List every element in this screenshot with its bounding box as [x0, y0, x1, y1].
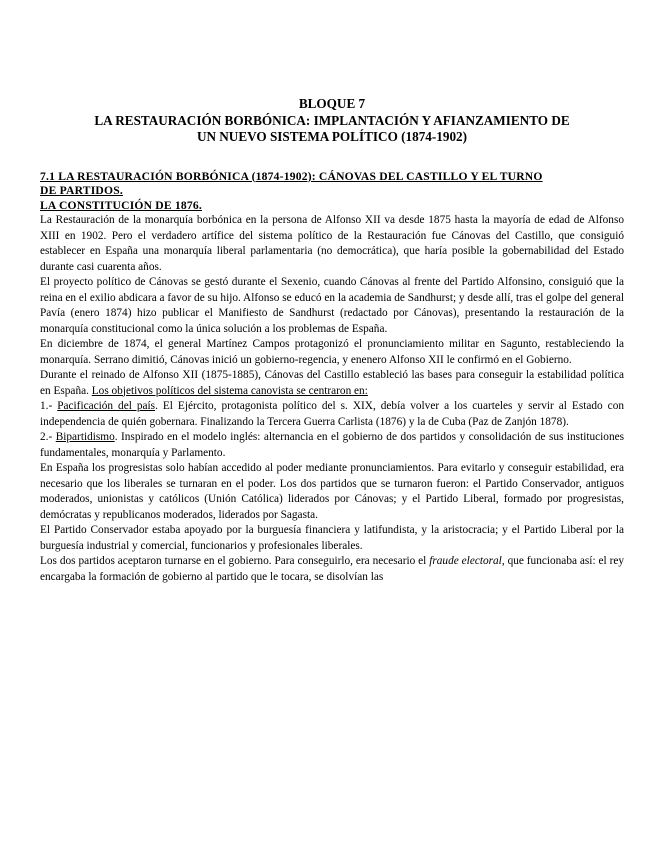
paragraph-pronunciamiento: En diciembre de 1874, el general Martínez Campos protagonizó el pronunciamiento militar en Sagunto, restableciendo la monarquía. Serrano dimitió, Cánovas inició un gobierno-regencia, y enenero Alfonso XII le confirmó en el Gobierno. — [40, 338, 624, 366]
objetivos-underlined: Los objetivos políticos del sistema canovista se centraron en: — [91, 384, 368, 397]
section-heading-line-3: LA CONSTITUCIÓN DE 1876. — [40, 198, 202, 212]
paragraph-partido-conservador: El Partido Conservador estaba apoyado por la burguesía financiera y latifundista, y la aristocracia; y el Partido Liberal por la burguesía industrial y comercial, funcionarios y profesionales liberales. — [40, 524, 624, 552]
title-line-bloque: BLOQUE 7 — [298, 96, 366, 111]
paragraph-proyecto-canovas: El proyecto político de Cánovas se gestó durante el Sexenio, cuando Cánovas al frente del Partido Alfonsino, consiguió que la reina en el exilio abdicara a favor de su hijo. Alfonso se educó en la academia de Sandhurst; y desde allí, tras el golpe del general Pavía (enero 1874) hizo publicar el Manifiesto de Sandhurst (redactado por Cánovas), presentando la restauración de la monarquía constitucional como la única solución a los problemas de España. — [40, 276, 624, 335]
fraude-italic: fraude electoral — [429, 555, 502, 567]
title-line-sub: UN NUEVO SISTEMA POLÍTICO (1874-1902) — [196, 129, 468, 144]
pacificacion-underlined: Pacificación del país — [57, 400, 156, 412]
pacificacion-prefix: 1.- — [40, 400, 58, 412]
paragraph-reinado-text: Durante el reinado de Alfonso XII (1875-1885), Cánovas del Castillo estableció las bases para conseguir la estabilidad política en España. — [40, 369, 624, 397]
section-heading-text — [40, 170, 624, 214]
fraude-text-end: , que funcionaba así: el rey encargaba la formación de gobierno al partido que le tocara, se disolvían las — [40, 555, 624, 583]
fraude-text-start: Los dos partidos aceptaron turnarse en el gobierno. Para conseguirlo, era necesario el — [40, 555, 430, 567]
paragraph-restauracion: La Restauración de la monarquía borbónica en la persona de Alfonso XII va desde 1875 hasta la mayoría de edad de Alfonso XIII en 1902. Pero el verdadero artífice del sistema político de la Restauración fue Cánovas del Castillo, que consiguió establecer en España una monarquía liberal parlamentaria (no democrática), que haría posible la gobernabilidad del Estado durante casi cuarenta años. — [40, 214, 624, 273]
section-heading — [40, 170, 624, 214]
document-title — [40, 96, 624, 146]
bipartidismo-underlined: Bipartidismo — [55, 431, 115, 443]
title-line-main: LA RESTAURACIÓN BORBÓNICA: IMPLANTACIÓN Y AFIANZAMIENTO DE — [94, 112, 570, 128]
paragraph-fraude-electoral — [40, 554, 624, 585]
paragraph-pacificacion — [40, 399, 624, 430]
paragraph-progresistas: En España los progresistas solo habían accedido al poder mediante pronunciamientos. Para evitarlo y conseguir estabilidad, era necesario que los liberales se turnaran en el poder. Los dos partidos que se turnaron fueron: el Partido Conservador, antiguos moderados, unionistas y católicos (Unión Católica) liderados por Cánovas; y el Partido Liberal, formado por progresistas, demócratas y republicanos moderados, liderados por Sagasta. — [40, 462, 624, 521]
paragraph-reinado-alfonso — [40, 368, 624, 399]
pacificacion-text: . El Ejército, protagonista político del s. XIX, debía volver a los cuarteles y servir al Estado con independencia de quién gobernara. Finalizando la Tercera Guerra Carlista (1876) y la de Cuba (Paz de Zanjón 1878). — [40, 400, 624, 428]
document-page — [40, 96, 624, 585]
bipartidismo-prefix: 2.- — [40, 431, 56, 443]
section-heading-line-1: 7.1 LA RESTAURACIÓN BORBÓNICA (1874-1902): CÁNOVAS DEL CASTILLO Y EL TURNO — [40, 169, 543, 183]
bipartidismo-text: . Inspirado en el modelo inglés: alternancia en el gobierno de dos partidos y consolidación de sus instituciones fundamentales, monarquía y Parlamento. — [40, 431, 625, 459]
section-heading-line-2: DE PARTIDOS. — [40, 184, 123, 197]
paragraph-bipartidismo — [40, 430, 624, 461]
